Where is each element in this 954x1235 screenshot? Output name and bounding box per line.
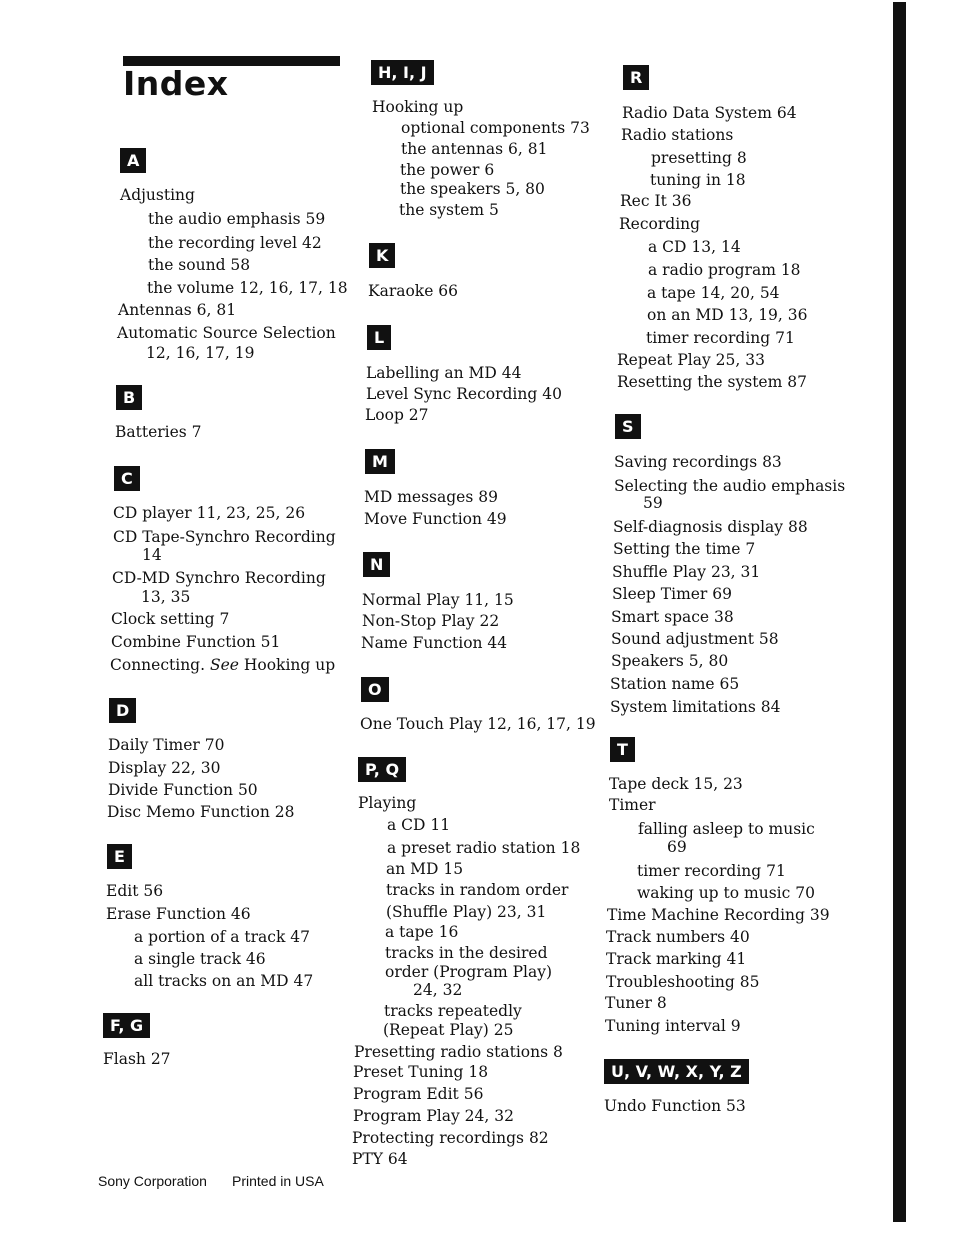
footer-printed: Printed in USA xyxy=(232,1173,324,1189)
index-entry-pages: 24, 32 xyxy=(413,981,463,999)
index-entry: Track marking 41 xyxy=(606,950,747,968)
index-entry: Undo Function 53 xyxy=(604,1097,746,1115)
index-entry: Flash 27 xyxy=(103,1050,171,1068)
index-subentry: a radio program 18 xyxy=(648,261,801,279)
page-edge-bar xyxy=(893,2,906,1222)
index-subentry: a CD 11 xyxy=(387,816,451,834)
section-header-n: N xyxy=(363,552,390,577)
index-entry-pages: 13, 35 xyxy=(141,588,191,606)
index-entry: Antennas 6, 81 xyxy=(118,301,237,319)
index-entry: Resetting the system 87 xyxy=(617,373,807,391)
section-header-t: T xyxy=(610,737,635,762)
index-entry: Self-diagnosis display 88 xyxy=(613,518,808,536)
index-entry: Tape deck 15, 23 xyxy=(609,775,743,793)
index-entry: Disc Memo Function 28 xyxy=(107,803,295,821)
index-entry: MD messages 89 xyxy=(364,488,498,506)
index-entry: Edit 56 xyxy=(106,882,164,900)
index-subentry: tracks in the desired xyxy=(385,944,548,962)
index-entry: Batteries 7 xyxy=(115,423,202,441)
index-subentry: on an MD 13, 19, 36 xyxy=(647,306,808,324)
index-entry: Rec It 36 xyxy=(620,192,692,210)
index-entry: Protecting recordings 82 xyxy=(352,1129,549,1147)
index-entry: One Touch Play 12, 16, 17, 19 xyxy=(360,715,596,733)
index-subentry: the speakers 5, 80 xyxy=(400,180,545,198)
index-entry-cross-reference xyxy=(110,655,335,675)
index-entry: Recording xyxy=(619,215,701,233)
index-entry: Shuffle Play 23, 31 xyxy=(612,563,761,581)
index-entry: CD player 11, 23, 25, 26 xyxy=(113,504,306,522)
index-entry: Automatic Source Selection xyxy=(117,324,336,342)
index-entry: Troubleshooting 85 xyxy=(606,973,760,991)
section-header-c: C xyxy=(114,466,140,491)
entry-text: Connecting. xyxy=(110,656,210,674)
index-subentry: falling asleep to music xyxy=(638,820,815,838)
index-entry: Labelling an MD 44 xyxy=(366,364,522,382)
index-subentry: tracks in random order xyxy=(386,881,569,899)
index-entry: Tuning interval 9 xyxy=(605,1017,741,1035)
index-subentry: the sound 58 xyxy=(148,256,251,274)
index-subentry: a CD 13, 14 xyxy=(648,238,741,256)
index-entry: Loop 27 xyxy=(365,406,429,424)
index-subentry: the recording level 42 xyxy=(148,234,322,252)
index-entry: Tuner 8 xyxy=(605,994,667,1012)
index-entry-pages: 12, 16, 17, 19 xyxy=(146,344,255,362)
index-entry: Program Edit 56 xyxy=(353,1085,484,1103)
section-header-l: L xyxy=(367,325,391,350)
index-entry: Level Sync Recording 40 xyxy=(366,385,562,403)
index-entry: Radio Data System 64 xyxy=(622,104,797,122)
section-header-e: E xyxy=(107,844,132,869)
index-subentry: a portion of a track 47 xyxy=(134,928,311,946)
index-entry: Selecting the audio emphasis xyxy=(614,477,846,495)
index-entry: Combine Function 51 xyxy=(111,633,281,651)
entry-text: Hooking up xyxy=(238,656,336,674)
index-subentry: (Shuffle Play) 23, 31 xyxy=(386,903,547,921)
index-subentry: an MD 15 xyxy=(386,860,464,878)
index-subentry: tracks repeatedly xyxy=(384,1002,522,1020)
index-subentry: a tape 16 xyxy=(385,923,459,941)
index-subentry: the antennas 6, 81 xyxy=(401,140,548,158)
index-entry: System limitations 84 xyxy=(610,698,781,716)
index-entry: Time Machine Recording 39 xyxy=(607,906,830,924)
index-entry: Timer xyxy=(609,796,656,814)
index-entry: CD-MD Synchro Recording xyxy=(112,569,326,587)
index-subentry: order (Program Play) xyxy=(385,963,553,981)
page-title: Index xyxy=(123,64,229,103)
index-entry: Presetting radio stations 8 xyxy=(354,1043,563,1061)
index-entry: Setting the time 7 xyxy=(613,540,756,558)
section-header-uz: U, V, W, X, Y, Z xyxy=(604,1059,749,1084)
index-entry: Track numbers 40 xyxy=(606,928,750,946)
footer-company: Sony Corporation xyxy=(98,1173,207,1189)
section-header-m: M xyxy=(365,449,395,474)
index-entry: Station name 65 xyxy=(610,675,740,693)
section-header-o: O xyxy=(361,677,389,702)
index-subentry: (Repeat Play) 25 xyxy=(383,1021,514,1039)
index-entry: Playing xyxy=(358,794,417,812)
section-header-hij: H, I, J xyxy=(371,60,434,85)
index-entry: Move Function 49 xyxy=(364,510,507,528)
index-subentry: tuning in 18 xyxy=(650,171,746,189)
section-header-d: D xyxy=(109,698,136,723)
index-entry: Sleep Timer 69 xyxy=(612,585,732,603)
index-subentry: the system 5 xyxy=(399,201,499,219)
index-entry: Name Function 44 xyxy=(361,634,508,652)
index-subentry: timer recording 71 xyxy=(637,862,786,880)
index-subentry: a single track 46 xyxy=(134,950,266,968)
index-subentry: the volume 12, 16, 17, 18 xyxy=(147,279,348,297)
index-subentry: timer recording 71 xyxy=(646,329,795,347)
index-entry: Divide Function 50 xyxy=(108,781,258,799)
index-entry: Program Play 24, 32 xyxy=(353,1107,514,1125)
index-entry: Non-Stop Play 22 xyxy=(362,612,500,630)
index-entry-pages: 59 xyxy=(643,494,663,512)
index-entry: Preset Tuning 18 xyxy=(353,1063,489,1081)
index-entry: Normal Play 11, 15 xyxy=(362,591,514,609)
index-subentry: a tape 14, 20, 54 xyxy=(647,284,780,302)
index-entry: Speakers 5, 80 xyxy=(611,652,729,670)
section-header-k: K xyxy=(369,243,395,268)
section-header-b: B xyxy=(116,385,142,410)
index-entry: Adjusting xyxy=(120,186,195,204)
section-header-fg: F, G xyxy=(103,1013,150,1038)
index-subentry: optional components 73 xyxy=(401,119,590,137)
index-entry: CD Tape-Synchro Recording xyxy=(113,528,336,546)
section-header-pq: P, Q xyxy=(358,757,406,782)
index-entry: Daily Timer 70 xyxy=(108,736,225,754)
index-entry: Saving recordings 83 xyxy=(614,453,782,471)
see-reference: See xyxy=(209,656,239,674)
index-entry: Clock setting 7 xyxy=(111,610,230,628)
index-subentry: the audio emphasis 59 xyxy=(148,210,326,228)
index-subentry: waking up to music 70 xyxy=(637,884,815,902)
index-subentry: a preset radio station 18 xyxy=(387,839,581,857)
index-entry: PTY 64 xyxy=(352,1150,408,1168)
index-entry: Sound adjustment 58 xyxy=(611,630,779,648)
index-entry-pages: 14 xyxy=(142,546,162,564)
index-subentry: all tracks on an MD 47 xyxy=(134,972,314,990)
index-entry: Display 22, 30 xyxy=(108,759,221,777)
index-entry: Repeat Play 25, 33 xyxy=(617,351,765,369)
index-entry: Radio stations xyxy=(621,126,734,144)
index-subentry: the power 6 xyxy=(400,161,495,179)
index-entry: Erase Function 46 xyxy=(106,905,251,923)
section-header-s: S xyxy=(615,414,641,439)
index-entry-pages: 69 xyxy=(667,838,687,856)
section-header-r: R xyxy=(623,65,649,90)
index-entry: Smart space 38 xyxy=(611,608,734,626)
section-header-a: A xyxy=(120,148,146,173)
index-entry: Karaoke 66 xyxy=(368,282,459,300)
index-subentry: presetting 8 xyxy=(651,149,747,167)
index-entry: Hooking up xyxy=(372,98,464,116)
